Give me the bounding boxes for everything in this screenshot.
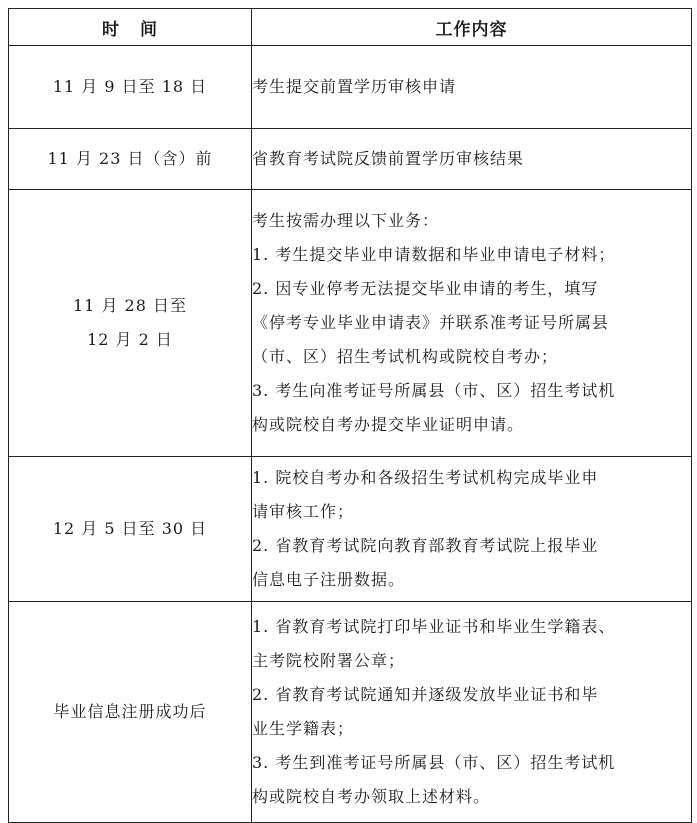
work-text: 考生按需办理以下业务：: [252, 211, 440, 230]
work-text: 构或院校自考办领取上述材料。: [252, 787, 491, 806]
work-text: 3. 考生向准考证号所属县（市、区）招生考试机: [252, 381, 616, 400]
time-cell: [9, 46, 252, 129]
time-cell: [9, 602, 252, 823]
table-row: [9, 602, 692, 823]
work-text: 2. 省教育考试院通知并逐级发放毕业证书和毕: [252, 685, 599, 704]
work-text: 主考院校附署公章；: [252, 651, 406, 670]
work-cell: [252, 457, 692, 602]
table-row: [9, 46, 692, 129]
time-text: 11 月 23 日（含）前: [47, 149, 213, 168]
work-cell: [252, 129, 692, 190]
time-text: 12 月 2 日: [87, 330, 173, 349]
work-text: 信息电子注册数据。: [252, 570, 406, 589]
header-time: [9, 9, 252, 46]
work-text: 构或院校自考办提交毕业证明申请。: [252, 415, 525, 434]
work-text: 业生学籍表；: [252, 719, 355, 738]
time-cell: [9, 457, 252, 602]
time-cell: [9, 190, 252, 457]
work-cell: [252, 190, 692, 457]
table-row: [9, 129, 692, 190]
work-text: 2. 省教育考试院向教育部教育考试院上报毕业: [252, 536, 599, 555]
header-work-content: 工作内容: [252, 9, 692, 46]
header-time-char-2: 间: [140, 19, 158, 40]
work-text: 1. 院校自考办和各级招生考试机构完成毕业申: [252, 468, 599, 487]
work-text: 1. 考生提交毕业申请数据和毕业申请电子材料；: [252, 245, 616, 264]
time-cell: [9, 129, 252, 190]
time-text: 11 月 9 日至 18 日: [52, 77, 208, 96]
work-text: 2. 因专业停考无法提交毕业申请的考生，填写: [252, 279, 599, 298]
time-text: 11 月 28 日至: [73, 296, 187, 315]
header-time-char-1: 时: [102, 19, 120, 40]
work-text: 省教育考试院反馈前置学历审核结果: [252, 149, 525, 168]
table-row: [9, 190, 692, 457]
work-cell: [252, 602, 692, 823]
header-row: [9, 9, 692, 46]
work-text: 3. 考生到准考证号所属县（市、区）招生考试机: [252, 753, 616, 772]
time-text: 12 月 5 日至 30 日: [52, 519, 208, 538]
work-text: 《停考专业毕业申请表》并联系准考证号所属县: [252, 313, 610, 332]
time-text: 毕业信息注册成功后: [53, 702, 207, 721]
schedule-table: [8, 8, 692, 823]
work-cell: [252, 46, 692, 129]
work-text: （市、区）招生考试机构或院校自考办；: [252, 347, 559, 366]
work-text: 1. 省教育考试院打印毕业证书和毕业生学籍表、: [252, 617, 616, 636]
work-text: 考生提交前置学历审核申请: [252, 77, 457, 96]
work-text: 请审核工作；: [252, 502, 355, 521]
table-row: [9, 457, 692, 602]
